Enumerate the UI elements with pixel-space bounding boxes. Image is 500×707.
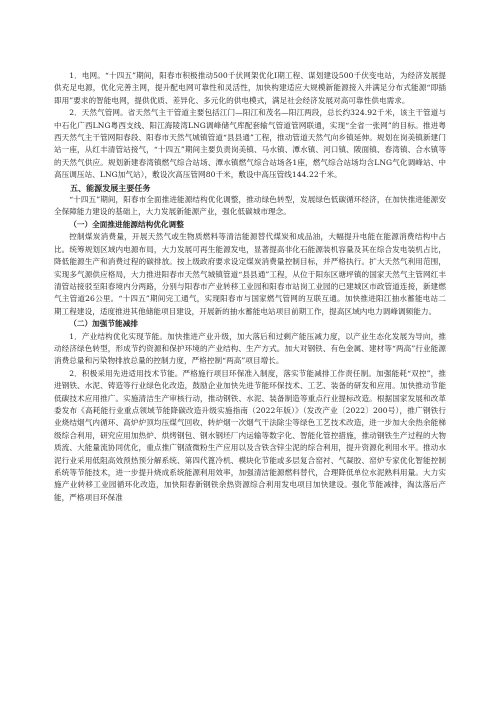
paragraph-section-intro: “十四五”期间，阳春市全面推进能源结构优化调整，推动绿色转型，发展绿色低碳循环经济，在加快推进能源安全保障能力建设的基础上，大力发展新能源产业，强化低碳城市理念。	[54, 195, 446, 217]
paragraph-gas-pipeline: 2．天然气管网。省天然气主干管道主要包括江门—阳江和茂名—阳江两段，总长约324.92千米，该主干管道与中石化广西LNG粤西支线、阳江海陵湾LNG调峰储气库配套输气管道管网联通，实现“全省一张网”的目标。推进粤西天然气主干管网阳春段、阳春市天然气城镇管道“县县通”工程，推动管道天然气向乡镇延伸。规划在岗美镇新建门站一座，从红丰清管站接气，“十四五”期间主要负责岗美镇、马水镇、潭水镇、河口镇、陂面镇、春湾镇、合水镇等的天然气供应。规划新建春湾镇燃气综合站场、潭水镇燃气综合站场各1座，燃气综合站场均含LNG气化调峰站、中高压调压站、LNG加气站），敷设次高压管网80千米，敷设中高压管线144.22千米。	[54, 108, 446, 180]
paragraph-power-grid: 1．电网。“十四五”期间，阳春市积极推动500千伏网架优化Ⅰ期工程、谋划建设500千伏变电站，为经济发展提供充足电源，优化完善主网，提升配电网可靠性和灵活性，加快构建适应大规模新能源接入并满足分布式能源“即插即用”要求的智能电网，提供优质、差异化、多元化的供电模式，满足社会经济发展对高可靠性供电需求。	[54, 71, 446, 105]
section-heading: 五、能源发展主要任务	[70, 182, 151, 193]
subsection-heading-structure: （一）全面推进能源结构优化调整	[69, 219, 184, 229]
subsection-heading-energy-saving: （二）加强节能减排	[69, 319, 138, 329]
paragraph-technology: 2．积极采用先进适用技术节能。严格施行项目环保准入制度，落实节能减排工作责任制。加强能耗“双控”，推进钢铁、水泥、铸造等行业绿色化改造，鼓励企业加快先进节能环保技术、工艺、装备的研发和应用。加快推动节能低碳技术应用推广。实施清洁生产审核行动，推动钢铁、水泥、装备制造等重点行业提标改造。根据国家发展和改革委发布《高耗能行业重点领域节能降碳改造升级实施指南（2022年版）》（发改产业〔2022〕200号），推广钢铁行业烧结烟气内循环、高炉炉顶均压煤气回收、转炉烟一次烟气干法除尘等绿色工艺技术改造，进一步加大余热余能梯级综合利用，研究应用加热炉、烘烤钢包、钢水钢坯厂内运输等数字化、智能化管控措施，推动钢铁生产过程的大物质流、大能量流协同优化，重点推广钢渣微粉生产应用以及含铁含锌尘泥的综合利用，提升资源化利用水平。推动水泥行业采用低阻高效预热预分解系统、第四代篦冷机、模块化节能或多层复合窑衬、气凝胶、窑炉专家优化智能控制系统等节能技术，进一步提升烧成系统能源利用效率，加强清洁能源燃料替代，合理降低单位水泥熟料用量。大力实施产业转移工业园循环化改造，加快阳春新钢铁余热资源综合利用发电项目加快建设。强化节能减排，淘汰落后产能，严格项目环保准	[54, 368, 446, 502]
paragraph-industry-structure: 1．产业结构优化实现节能。加快推进产业升级，加大落后和过剩产能压减力度，以产业生态化发展为导向，推动经济绿色转型，形成节约资源和保护环境的产业结构、生产方式。加大对钢铁、有色金属、建材等“两高”行业能源消费总量和污染物排放总量的控制力度，严格控制“两高”项目增长。	[54, 331, 446, 366]
paragraph-structure: 控制煤炭消费量，开展天然气或生物质燃料等清洁能源替代煤炭和成品油，大幅提升电能在能源消费结构中占比。统筹规划区域内电源布局，大力发展可再生能源发电，显著提高非化石能源装机容量及其在综合发电装机占比，降低能源生产和消费过程的碳排放。按上级政府要求设定煤炭消费量控制目标，并严格执行。扩大天然气利用范围，实现多气源供应格局，大力推进阳春市天然气城镇管道“县县通”工程，从位于阳东区塘坪镇的国家天然气主管网红丰清管站接驳至阳春境内分两路，分别与阳春市产业转移工业园和阳春市站岗工业园的已建城区市政管道连接，新建燃气主管道26公里。“十四五”期间完工通气，实现阳春市与国家燃气管网的互联互通。加快推进阳江抽水蓄能电站二期工程建设，适度推进其他储能项目建设，开展新的抽水蓄能电站项目前期工作，提高区域内电力调峰调频能力。	[54, 232, 446, 316]
